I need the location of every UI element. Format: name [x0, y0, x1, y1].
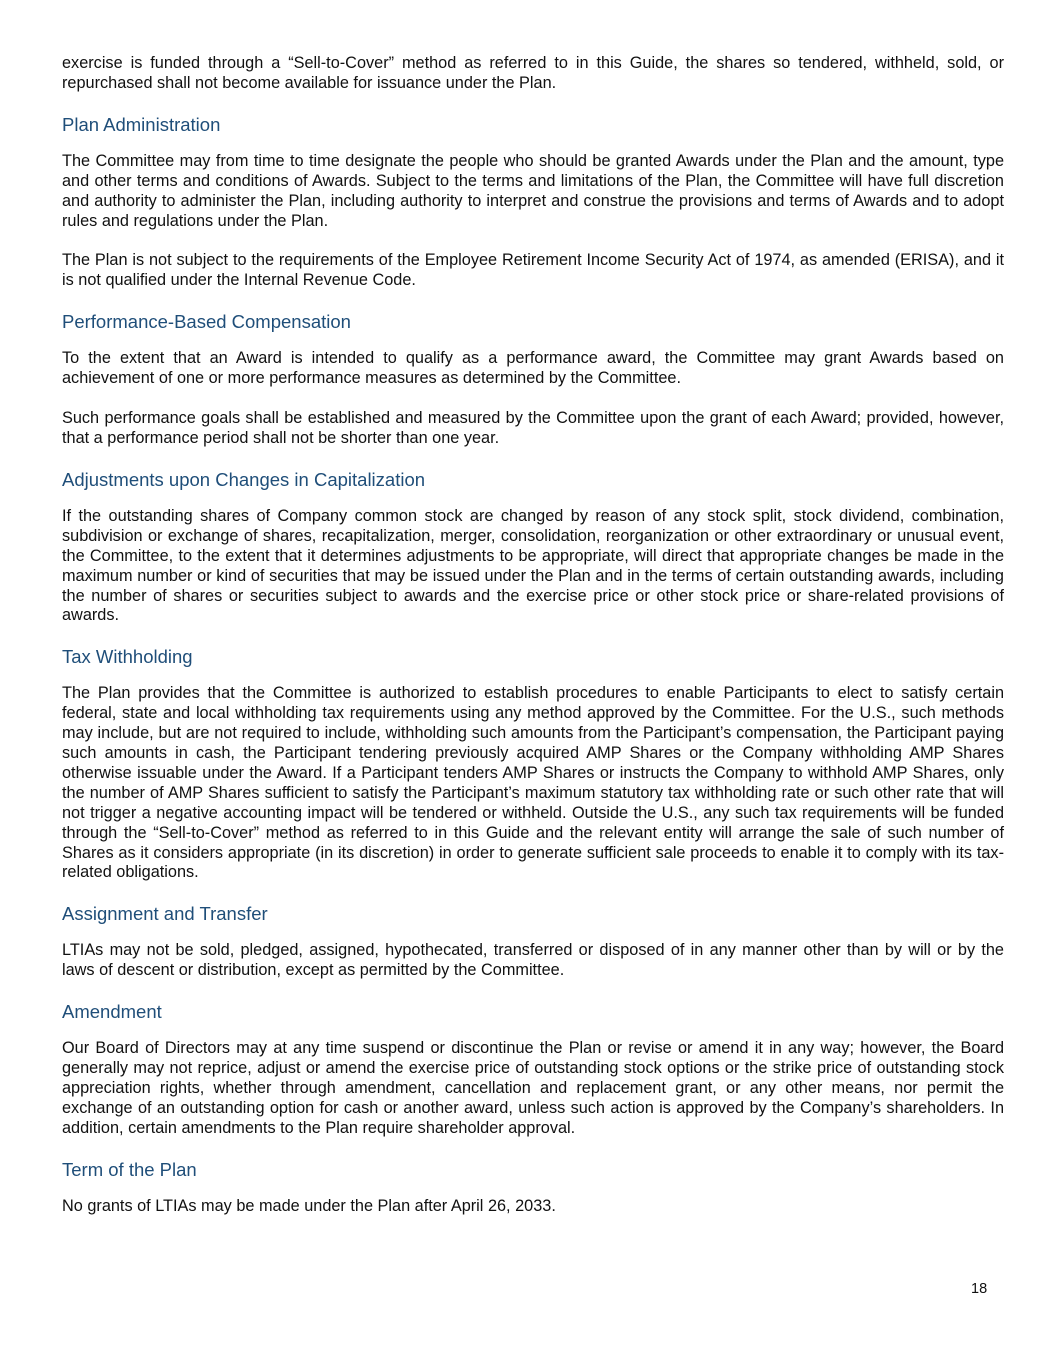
heading-assignment-transfer: Assignment and Transfer: [62, 903, 268, 925]
paragraph-adjustments-1: If the outstanding shares of Company common stock are changed by reason of any stock split, stock dividend, combination, subdivision or exchange of shares, recapitalization, merger, consolidation, reorganization or other extraordinary or unusual event, the Committee, to the extent that it determines adjustments to be appropriate, will direct that appropriate changes be made in the maximum number or kind of securities that may be issued under the Plan and in the terms of certain outstanding awards, including the number of shares or securities subject to awards and the exercise price or other stock price or share-related provisions of awards.: [62, 506, 1004, 625]
paragraph-assignment-1: LTIAs may not be sold, pledged, assigned, hypothecated, transferred or disposed of in any manner other than by will or by the laws of descent or distribution, except as permitted by the Committee.: [62, 941, 1004, 980]
heading-plan-administration: Plan Administration: [62, 113, 221, 135]
heading-term-of-plan: Term of the Plan: [62, 1158, 197, 1180]
heading-adjustments-capitalization: Adjustments upon Changes in Capitalization: [62, 468, 426, 490]
page-number: 18: [971, 1281, 988, 1297]
paragraph-tax-withholding-1: The Plan provides that the Committee is authorized to establish procedures to enable Participants to elect to satisfy certain federal, state and local withholding tax requirements using any method approved by the Committee. For the U.S., such methods may include, but are not required to include, withholding such amounts from the Participant’s compensation, the Participant paying such amounts in cash, the Participant tendering previously acquired AMP Shares or the Company withholding AMP Shares otherwise issuable under the Award. If a Participant tenders AMP Shares or instructs the Company to withhold AMP Shares, only the number of AMP Shares sufficient to satisfy the Participant’s maximum statutory tax withholding rate or such other rate that will not trigger a negative accounting impact will be tendered or withheld. Outside the U.S., any such tax requirements will be funded through the “Sell-to-Cover” method as referred to in this Guide and the relevant entity will arrange the sale of such number of Shares as it considers appropriate (in its discretion) in order to generate sufficient sale proceeds to enable it to comply with its tax-related obligations.: [62, 684, 1004, 882]
heading-performance-based-compensation: Performance-Based Compensation: [62, 311, 351, 333]
paragraph-plan-administration-2: The Plan is not subject to the requirements of the Employee Retirement Income Security Act of 1974, as amended (ERISA), and it is not qualified under the Internal Revenue Code.: [62, 251, 1004, 290]
paragraph-plan-administration-1: The Committee may from time to time designate the people who should be granted Awards under the Plan and the amount, type and other terms and conditions of Awards. Subject to the terms and limitations of the Plan, the Committee will have full discretion and authority to administer the Plan, including authority to interpret and construe the provisions and terms of Awards and to adopt rules and regulations under the Plan.: [62, 151, 1004, 230]
intro-paragraph: exercise is funded through a “Sell-to-Cover” method as referred to in this Guide, the shares so tendered, withheld, sold, or repurchased shall not become available for issuance under the Plan.: [62, 54, 1004, 92]
paragraph-amendment-1: Our Board of Directors may at any time suspend or discontinue the Plan or revise or amend it in any way; however, the Board generally may not reprice, adjust or amend the exercise price of outstanding stock options or the strike price of outstanding stock appreciation rights, whether through amendment, cancellation and replacement grant, or any other means, nor permit the exchange of an outstanding option for cash or another award, unless such action is approved by the Company’s shareholders. In addition, certain amendments to the Plan require shareholder approval.: [62, 1039, 1004, 1137]
paragraph-performance-1: To the extent that an Award is intended to qualify as a performance award, the Committee may grant Awards based on achievement of one or more performance measures as determined by the Committee.: [62, 349, 1004, 388]
document-page: [62, 54, 1004, 1217]
paragraph-performance-2: Such performance goals shall be established and measured by the Committee upon the grant of each Award; provided, however, that a performance period shall not be shorter than one year.: [62, 409, 1004, 447]
paragraph-term-1: No grants of LTIAs may be made under the Plan after April 26, 2033.: [62, 1196, 556, 1215]
heading-tax-withholding: Tax Withholding: [62, 646, 193, 668]
heading-amendment: Amendment: [62, 1001, 162, 1023]
